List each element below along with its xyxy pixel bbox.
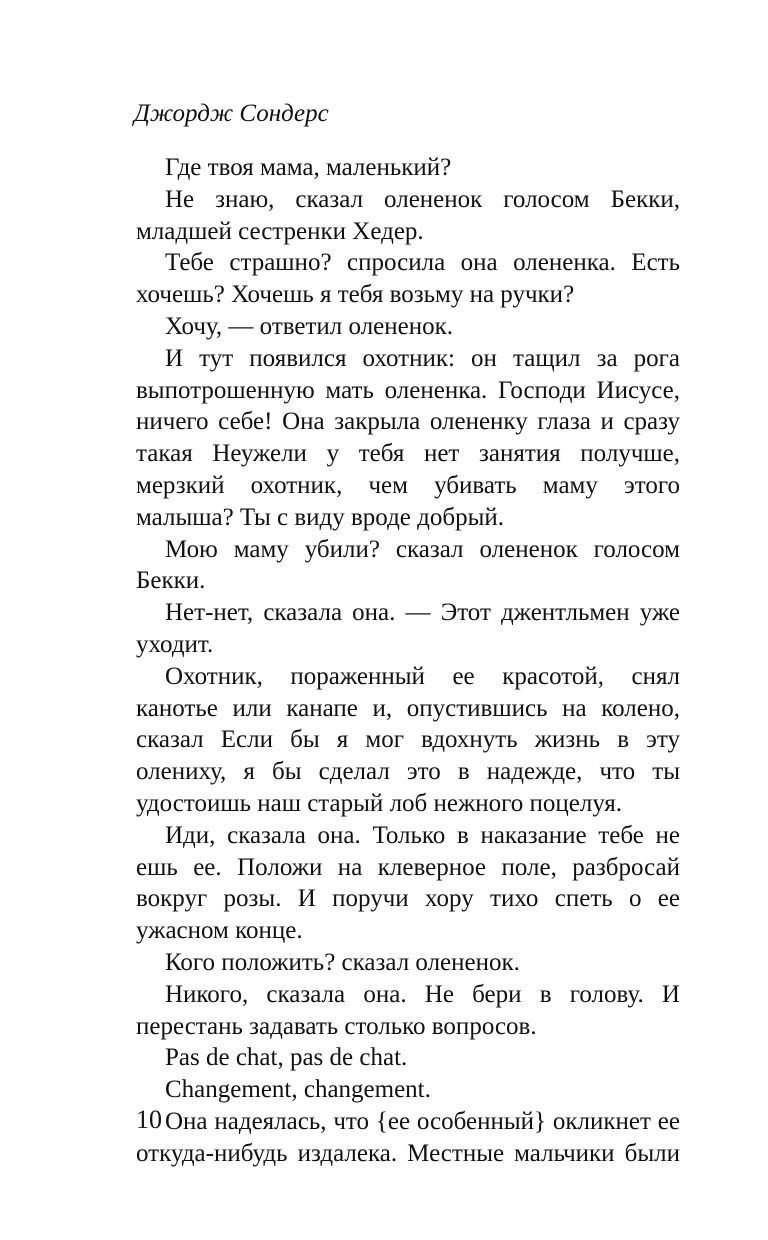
body-text (136, 152, 680, 1170)
paragraph: Никого, сказала она. Не бери в голову. И перестань задавать столько вопросов. (136, 980, 680, 1040)
paragraph: Она надеялась, что {ее особенный} окликнет ее откуда-нибудь издалека. Местные мальчики были (136, 1107, 680, 1167)
paragraph: Охотник, пораженный ее красотой, снял канотье или канапе и, опустившись на колено, сказал Если бы я мог вдохнуть жизнь в эту олениху, я бы сделал это в надежде, что ты удостоишь наш старый лоб нежного поцелуя. (136, 662, 680, 817)
paragraph: Тебе страшно? спросила она олененка. Есть хочешь? Хочешь я тебя возьму на ручки? (136, 249, 680, 309)
paragraph: Хочу, — ответил олененок. (165, 312, 454, 340)
paragraph: Мою маму убили? сказал олененок голосом Бекки. (136, 535, 680, 595)
paragraph: Нет-нет, сказала она. — Этот джентльмен уже уходит. (136, 599, 680, 658)
paragraph: Changement, changement. (165, 1076, 431, 1104)
paragraph: Не знаю, сказал олененок голосом Бекки, младшей сестренки Хедер. (136, 185, 680, 245)
paragraph: Где твоя мама, маленький? (165, 154, 452, 181)
paragraph: Кого положить? сказал олененок. (165, 948, 520, 976)
paragraph: Pas de chat, pas de chat. (165, 1044, 408, 1072)
paragraph: Иди, сказала она. Только в наказание тебе не ешь ее. Положи на клеверное поле, разбросай вокруг розы. И поручи хору тихо спеть о ее ужасном конце. (136, 821, 680, 945)
page-number: 10 (136, 1105, 162, 1134)
running-head: Джордж Сондерс (134, 100, 329, 127)
paragraph: И тут появился охотник: он тащил за рога выпотрошенную мать олененка. Господи Иисусе, ничего себе! Она закрыла олененку глаза и сразу такая Неужели у тебя нет занятия получше, мерзкий охотник, чем убивать маму этого малыша? Ты с виду вроде добрый. (136, 344, 680, 531)
